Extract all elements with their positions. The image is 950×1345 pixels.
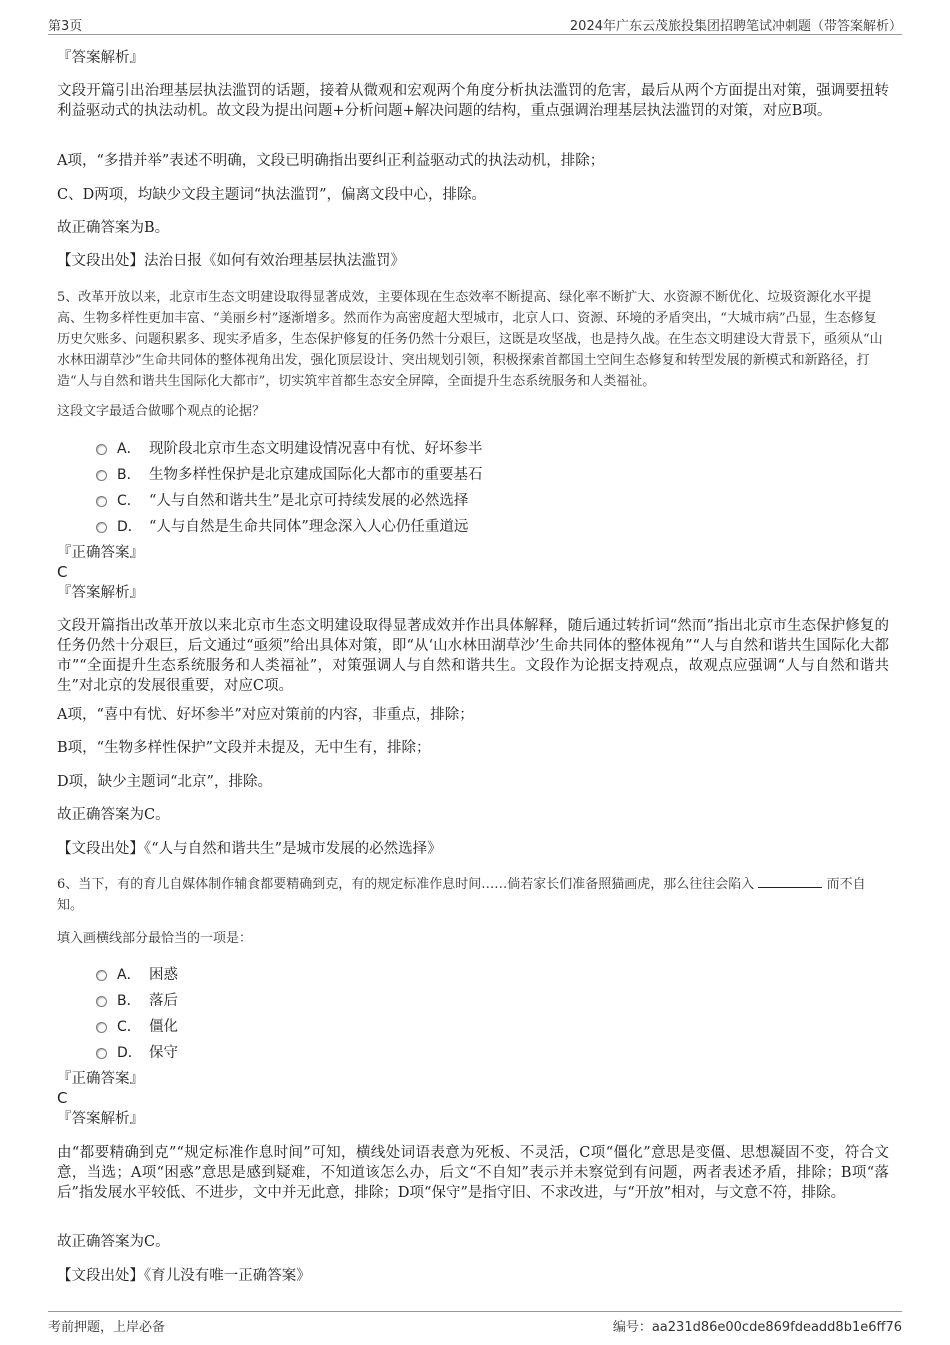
radio-icon[interactable] — [96, 522, 107, 533]
option-key: B． — [117, 467, 141, 483]
q6-analysis-label: 『答案解析』 — [57, 1111, 144, 1127]
radio-icon[interactable] — [96, 444, 107, 455]
q5-prompt: 这段文字最适合做哪个观点的论据？ — [57, 404, 266, 419]
q6-option-d[interactable] — [96, 1040, 178, 1066]
q6-correct-label: 『正确答案』 — [57, 1071, 144, 1087]
option-text: “人与自然和谐共生”是北京可持续发展的必然选择 — [149, 493, 469, 509]
option-text: “人与自然是生命共同体”理念深入人心仍任重道远 — [149, 519, 469, 535]
document-title: 2024年广东云茂旅投集团招聘笔试冲刺题（带答案解析） — [569, 19, 902, 34]
q5-option-d[interactable] — [96, 514, 483, 540]
q4-analysis-p3: C、D两项，均缺少文段主题词“执法滥罚”，偏离文段中心，排除。 — [57, 187, 487, 203]
q5-analysis-p4: D项，缺少主题词“北京”，排除。 — [57, 774, 272, 790]
q4-source: 【文段出处】法治日报《如何有效治理基层执法滥罚》 — [57, 253, 405, 269]
q6-question-text — [57, 874, 889, 916]
radio-icon[interactable] — [96, 496, 107, 507]
q5-question-text: 5、改革开放以来，北京市生态文明建设取得显著成效，主要体现在生态效率不断提高、绿化率不断扩大、水资源不断优化、垃圾资源化水平提高、生物多样性更加丰富、“美丽乡村”逐渐增多。然而作为高密度超大型城市，北京人口、资源、环境的矛盾突出，“大城市病”凸显，生态修复历史欠账多、问题积累多、现实矛盾多，生态保护修复的任务仍然十分艰巨，这既是攻坚战，也是持久战。在生态文明建设大背景下，亟须从“山水林田湖草沙”生命共同体的整体视角出发，强化顶层设计、突出规划引领，积极探索首都国土空间生态修复和转型发展的新模式和新路径，打造“人与自然和谐共生国际化大都市”，切实筑牢首都生态安全屏障，全面提升生态系统服务和人类福祉。 — [57, 290, 883, 389]
radio-icon[interactable] — [96, 996, 107, 1007]
option-text: 保守 — [149, 1045, 178, 1061]
q4-answer-line: 故正确答案为B。 — [57, 220, 170, 236]
q4-analysis-p2: A项，“多措并举”表述不明确，文段已明确指出要纠正利益驱动式的执法动机，排除； — [57, 153, 605, 169]
fill-blank — [758, 875, 822, 888]
q5-options — [96, 436, 483, 540]
radio-icon[interactable] — [96, 1022, 107, 1033]
q5-option-c[interactable] — [96, 488, 483, 514]
option-key: B． — [117, 993, 141, 1009]
q6-analysis-p1: 由“都要精确到克”“规定标准作息时间”可知，横线处词语表意为死板、不灵活，C项“僵化”意思是变僵、思想凝固不变，符合文意，当选；A项“困惑”意思是感到疑难，不知道该怎么办，后文“不自知”表示并未察觉到有问题，两者表述矛盾，排除；B项“落后”指发展水平较低、不进步，文中并无此意，排除；D项“保守”是指守旧、不求改进，与“开放”相对，与文意不符，排除。 — [57, 1145, 889, 1201]
q5-analysis-p2: A项，“喜中有忧、好坏参半”对应对策前的内容，非重点，排除； — [57, 707, 474, 723]
q5-correct-label: 『正确答案』 — [57, 545, 144, 561]
option-text: 现阶段北京市生态文明建设情况喜中有忧、好坏参半 — [149, 441, 483, 457]
option-key: A． — [117, 967, 141, 983]
q6-option-c[interactable] — [96, 1014, 178, 1040]
q6-option-a[interactable] — [96, 962, 178, 988]
q6-answer-line: 故正确答案为C。 — [57, 1234, 170, 1250]
page-number: 第3页 — [48, 19, 83, 34]
option-text: 落后 — [149, 993, 178, 1009]
option-key: C． — [117, 493, 141, 509]
q5-analysis-p3: B项，“生物多样性保护”文段并未提及，无中生有，排除； — [57, 740, 431, 756]
q5-option-b[interactable] — [96, 462, 483, 488]
q5-source: 【文段出处】《“人与自然和谐共生”是城市发展的必然选择》 — [57, 841, 442, 857]
document-id: 编号：aa231d86e00cde869fdeadd8b1e6ff76 — [612, 1320, 902, 1335]
q5-analysis-p1: 文段开篇指出改革开放以来北京市生态文明建设取得显著成效并作出具体解释，随后通过转折词“然而”指出北京市生态保护修复的任务仍然十分艰巨，后文通过“亟须”给出具体对策，即“从‘山水林田湖草沙’生命共同体的整体视角”“人与自然和谐共生国际化大都市”“全面提升生态系统服务和人类福祉”，对策强调人与自然和谐共生。文段作为论据支持观点，故观点应强调“人与自然和谐共生”对北京的发展很重要，对应C项。 — [57, 618, 889, 694]
option-key: D． — [117, 1045, 142, 1061]
q5-answer-line: 故正确答案为C。 — [57, 807, 170, 823]
q6-option-b[interactable] — [96, 988, 178, 1014]
radio-icon[interactable] — [96, 470, 107, 481]
option-key: A． — [117, 441, 141, 457]
q6-source: 【文段出处】《育儿没有唯一正确答案》 — [57, 1268, 311, 1284]
q4-analysis-p1: 文段开篇引出治理基层执法滥罚的话题，接着从微观和宏观两个角度分析执法滥罚的危害，最后从两个方面提出对策，强调要扭转利益驱动式的执法动机。故文段为提出问题+分析问题+解决问题的结构，重点强调治理基层执法滥罚的对策，对应B项。 — [57, 83, 889, 119]
q6-prompt: 填入画横线部分最恰当的一项是： — [57, 931, 253, 946]
page-header — [48, 14, 902, 35]
option-key: C． — [117, 1019, 141, 1035]
radio-icon[interactable] — [96, 970, 107, 981]
footer-slogan: 考前押题，上岸必备 — [48, 1320, 166, 1335]
q6-options — [96, 962, 178, 1066]
q5-option-a[interactable] — [96, 436, 483, 462]
q5-correct-answer: C — [57, 563, 68, 581]
q6-question-after: 而不自知。 — [57, 877, 866, 913]
option-text: 生物多样性保护是北京建成国际化大都市的重要基石 — [149, 467, 483, 483]
q6-question-before: 6、当下，有的育儿自媒体制作辅食都要精确到克，有的规定标准作息时间……倘若家长们准备照猫画虎，那么往往会陷入 — [57, 877, 755, 892]
option-key: D． — [117, 519, 142, 535]
q5-analysis-label: 『答案解析』 — [57, 585, 144, 601]
q4-analysis-label: 『答案解析』 — [57, 50, 144, 66]
page-footer — [48, 1311, 902, 1336]
radio-icon[interactable] — [96, 1048, 107, 1059]
option-text: 困惑 — [149, 967, 178, 983]
q6-correct-answer: C — [57, 1089, 68, 1107]
option-text: 僵化 — [149, 1019, 178, 1035]
